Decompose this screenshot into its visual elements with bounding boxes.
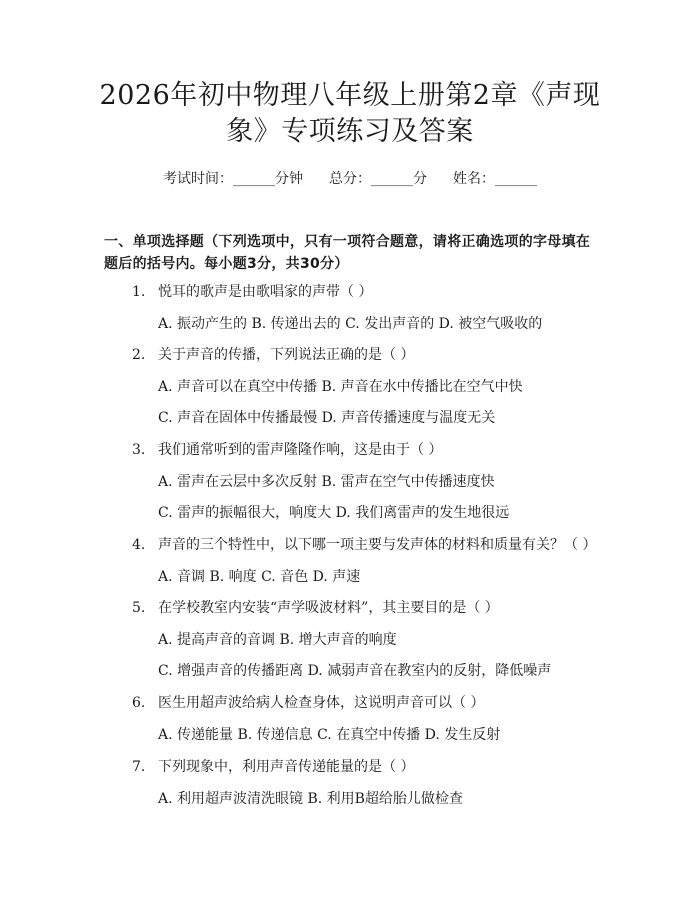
question-number: 5.	[132, 600, 146, 616]
student-name: 姓名：______	[453, 171, 537, 187]
question-number: 3.	[132, 442, 146, 458]
exam-time: 考试时间：______分钟	[163, 171, 303, 187]
question-number: 1.	[132, 284, 146, 300]
question-5-options-c-d: C. 增强声音的传播距离 D. 减弱声音在教室内的反射，降低噪声	[158, 663, 552, 679]
document-title: 2026年初中物理八年级上册第2章《声现象》专项练习及答案	[99, 80, 601, 147]
question-stem: 悦耳的歌声是由歌唱家的声带（ ）	[158, 284, 373, 300]
question-3-options-a-b: A. 雷声在云层中多次反射 B. 雷声在空气中传播速度快	[158, 474, 495, 490]
question-stem: 声音的三个特性中，以下哪一项主要与发声体的材料和质量有关？（ ）	[158, 537, 597, 553]
question-2	[132, 346, 414, 364]
question-number: 6.	[132, 695, 146, 711]
question-1-options: A. 振动产生的 B. 传递出去的 C. 发出声音的 D. 被空气吸收的	[158, 316, 543, 332]
section-heading: 一、单项选择题（下列选项中，只有一项符合题意，请将正确选项的字母填在题后的括号内。每小题3分，共30分）	[104, 234, 591, 272]
question-1	[132, 283, 372, 301]
question-stem: 关于声音的传播，下列说法正确的是（ ）	[158, 347, 415, 363]
question-5-options-a-b: A. 提高声音的音调 B. 增大声音的响度	[158, 632, 397, 648]
question-7	[132, 758, 414, 776]
question-stem: 医生用超声波给病人检查身体，这说明声音可以（ ）	[158, 695, 485, 711]
question-7-options: A. 利用超声波清洗眼镜 B. 利用B超给胎儿做检查	[158, 791, 463, 807]
question-number: 2.	[132, 347, 146, 363]
question-number: 4.	[132, 537, 146, 553]
question-3	[132, 441, 442, 459]
question-6-options: A. 传递能量 B. 传递信息 C. 在真空中传播 D. 发生反射	[158, 727, 501, 743]
question-2-options-c-d: C. 声音在固体中传播最慢 D. 声音传播速度与温度无关	[158, 410, 496, 426]
question-4-options: A. 音调 B. 响度 C. 音色 D. 声速	[158, 569, 361, 585]
question-number: 7.	[132, 759, 146, 775]
exam-score: 总分：______分	[329, 171, 427, 187]
question-stem: 我们通常听到的雷声隆隆作响，这是由于（ ）	[158, 442, 443, 458]
question-5	[132, 599, 499, 617]
question-4	[132, 536, 596, 554]
exam-meta	[0, 170, 700, 188]
question-stem: 在学校教室内安装“声学吸波材料”，其主要目的是（ ）	[158, 600, 499, 616]
question-3-options-c-d: C. 雷声的振幅很大，响度大 D. 我们离雷声的发生地很远	[158, 505, 510, 521]
question-6	[132, 694, 484, 712]
question-2-options-a-b: A. 声音可以在真空中传播 B. 声音在水中传播比在空气中快	[158, 379, 523, 395]
question-stem: 下列现象中，利用声音传递能量的是（ ）	[158, 759, 415, 775]
